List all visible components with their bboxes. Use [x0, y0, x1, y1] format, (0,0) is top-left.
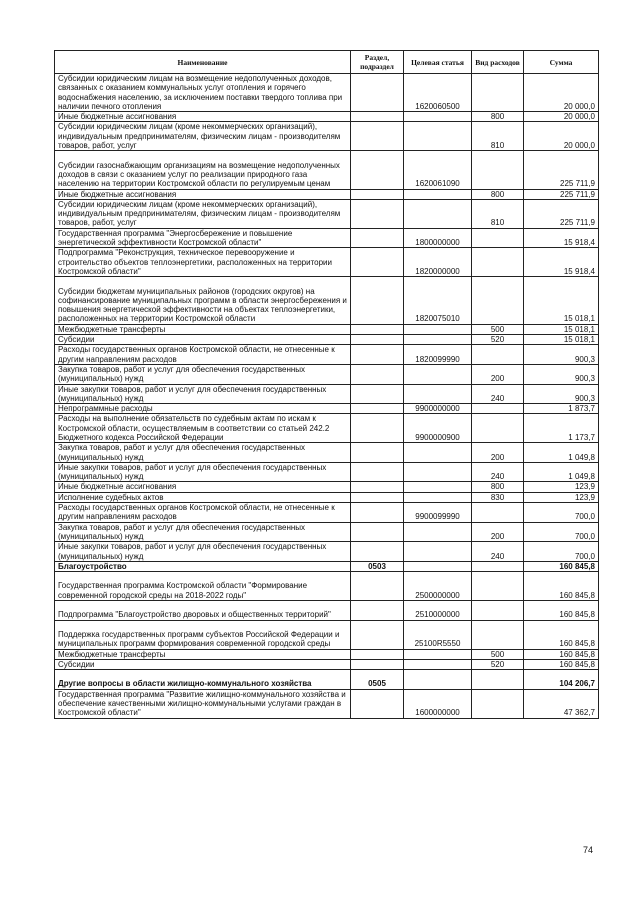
row-sum: 20 000,0: [524, 112, 599, 122]
row-section: [351, 74, 404, 112]
row-kind: 810: [472, 122, 524, 151]
table-row: [55, 335, 599, 345]
row-section: [351, 620, 404, 649]
row-article: 2510000000: [404, 601, 472, 621]
row-name: Межбюджетные трансферты: [55, 324, 351, 334]
budget-table: [54, 50, 599, 719]
row-article: [404, 522, 472, 542]
row-sum: 160 845,8: [524, 601, 599, 621]
row-sum: 104 206,7: [524, 670, 599, 690]
table-row: [55, 74, 599, 112]
row-name: Расходы государственных органов Костромской области, не отнесенные к другим направлениям расходов: [55, 345, 351, 365]
row-section: 0503: [351, 561, 404, 571]
row-article: [404, 670, 472, 690]
row-article: 9900099990: [404, 503, 472, 523]
row-section: [351, 659, 404, 669]
row-article: [404, 335, 472, 345]
row-section: 0505: [351, 670, 404, 690]
row-name: Расходы на выполнение обязательств по судебным актам по искам к Костромской области, осуществляемым в соответствии со статьей 242.2 Бюджетного кодекса Российской Федерации: [55, 414, 351, 443]
row-article: 2500000000: [404, 572, 472, 601]
row-name: Иные бюджетные ассигнования: [55, 112, 351, 122]
row-section: [351, 649, 404, 659]
row-sum: 160 845,8: [524, 561, 599, 571]
row-name: Иные бюджетные ассигнования: [55, 482, 351, 492]
row-kind: [472, 561, 524, 571]
table-row: [55, 522, 599, 542]
row-sum: 1 173,7: [524, 414, 599, 443]
row-section: [351, 122, 404, 151]
table-row: [55, 482, 599, 492]
row-section: [351, 364, 404, 384]
row-kind: 520: [472, 659, 524, 669]
table-row: [55, 572, 599, 601]
table-row: [55, 189, 599, 199]
table-row: [55, 324, 599, 334]
table-row: [55, 462, 599, 482]
table-row: [55, 345, 599, 365]
row-kind: [472, 601, 524, 621]
row-name: Расходы государственных органов Костромской области, не отнесенные к другим направлениям расходов: [55, 503, 351, 523]
row-sum: 700,0: [524, 542, 599, 562]
table-row: [55, 384, 599, 404]
row-section: [351, 345, 404, 365]
row-article: 1820000000: [404, 248, 472, 277]
row-sum: 900,3: [524, 384, 599, 404]
row-article: [404, 122, 472, 151]
row-section: [351, 277, 404, 325]
row-name: Подпрограмма "Реконструкция, техническое перевооружение и строительство объектов теплоэнергетики, расположенных на территории Костромской области": [55, 248, 351, 277]
row-section: [351, 384, 404, 404]
row-sum: 160 845,8: [524, 649, 599, 659]
row-article: [404, 189, 472, 199]
row-article: [404, 561, 472, 571]
row-name: Субсидии юридическим лицам на возмещение недополученных доходов, связанных с оказанием коммунальных услуг отопления и горячего водоснабжения населению, за исключением поставки твердого топлива при наличии печного отопления: [55, 74, 351, 112]
row-name: Субсидии газоснабжающим организациям на возмещение недополученных доходов в связи с оказанием услуг по реализации природного газа населению на территории Костромской области по регулируемым ценам: [55, 151, 351, 189]
row-kind: 830: [472, 492, 524, 502]
row-article: [404, 462, 472, 482]
row-kind: [472, 248, 524, 277]
row-name: Иные закупки товаров, работ и услуг для обеспечения государственных (муниципальных) нужд: [55, 384, 351, 404]
row-kind: [472, 74, 524, 112]
row-sum: 700,0: [524, 522, 599, 542]
row-article: 9900000900: [404, 414, 472, 443]
row-kind: 500: [472, 649, 524, 659]
row-sum: 225 711,9: [524, 189, 599, 199]
row-kind: [472, 503, 524, 523]
header-article: Целевая статья: [404, 51, 472, 74]
row-article: 1800000000: [404, 228, 472, 248]
row-section: [351, 482, 404, 492]
row-name: Субсидии: [55, 335, 351, 345]
row-name: Государственная программа "Развитие жилищно-коммунального хозяйства и обеспечение качественными жилищно-коммунальными услугами граждан в Костромской области": [55, 689, 351, 718]
row-sum: 20 000,0: [524, 122, 599, 151]
row-name: Субсидии: [55, 659, 351, 669]
row-article: [404, 443, 472, 463]
row-section: [351, 689, 404, 718]
row-article: 1620061090: [404, 151, 472, 189]
table-row: [55, 277, 599, 325]
table-row: [55, 248, 599, 277]
table-row: [55, 151, 599, 189]
row-article: [404, 649, 472, 659]
row-section: [351, 542, 404, 562]
row-sum: 47 362,7: [524, 689, 599, 718]
table-row: [55, 561, 599, 571]
row-name: Исполнение судебных актов: [55, 492, 351, 502]
row-article: [404, 482, 472, 492]
row-sum: 225 711,9: [524, 199, 599, 228]
row-name: Субсидии юридическим лицам (кроме некоммерческих организаций), индивидуальным предпринимателям, физическим лицам - производителям товаров, работ, услуг: [55, 199, 351, 228]
row-sum: 123,9: [524, 492, 599, 502]
row-name: Субсидии юридическим лицам (кроме некоммерческих организаций), индивидуальным предпринимателям, физическим лицам - производителям товаров, работ, услуг: [55, 122, 351, 151]
row-section: [351, 462, 404, 482]
row-article: 9900000000: [404, 404, 472, 414]
row-sum: 15 018,1: [524, 324, 599, 334]
row-section: [351, 228, 404, 248]
row-kind: [472, 689, 524, 718]
row-name: Поддержка государственных программ субъектов Российской Федерации и муниципальных программ формирования современной городской среды: [55, 620, 351, 649]
header-section: Раздел, подраздел: [351, 51, 404, 74]
row-kind: 200: [472, 443, 524, 463]
table-row: [55, 601, 599, 621]
row-section: [351, 248, 404, 277]
table-row: [55, 228, 599, 248]
row-article: [404, 324, 472, 334]
row-article: [404, 112, 472, 122]
row-sum: 15 918,4: [524, 248, 599, 277]
row-kind: [472, 404, 524, 414]
row-name: Иные закупки товаров, работ и услуг для обеспечения государственных (муниципальных) нужд: [55, 542, 351, 562]
row-name: Подпрограмма "Благоустройство дворовых и общественных территорий": [55, 601, 351, 621]
header-name: Наименование: [55, 51, 351, 74]
row-section: [351, 112, 404, 122]
row-name: Непрограммные расходы: [55, 404, 351, 414]
row-kind: 800: [472, 189, 524, 199]
table-row: [55, 112, 599, 122]
row-section: [351, 151, 404, 189]
row-sum: 1 049,8: [524, 462, 599, 482]
row-kind: [472, 345, 524, 365]
row-kind: [472, 670, 524, 690]
row-kind: 200: [472, 522, 524, 542]
row-name: Государственная программа Костромской области "Формирование современной городской среды на 2018-2022 годы": [55, 572, 351, 601]
row-sum: 1 049,8: [524, 443, 599, 463]
row-article: [404, 492, 472, 502]
row-sum: 1 873,7: [524, 404, 599, 414]
row-kind: 810: [472, 199, 524, 228]
row-section: [351, 601, 404, 621]
row-section: [351, 522, 404, 542]
table-row: [55, 649, 599, 659]
row-section: [351, 492, 404, 502]
header-kind: Вид расходов: [472, 51, 524, 74]
row-sum: 160 845,8: [524, 659, 599, 669]
table-header-row: [55, 51, 599, 74]
row-sum: 160 845,8: [524, 572, 599, 601]
row-section: [351, 572, 404, 601]
row-article: [404, 659, 472, 669]
row-article: 25100R5550: [404, 620, 472, 649]
table-row: [55, 620, 599, 649]
row-section: [351, 189, 404, 199]
row-sum: 20 000,0: [524, 74, 599, 112]
row-article: [404, 364, 472, 384]
row-section: [351, 324, 404, 334]
row-name: Государственная программа "Энергосбережение и повышение энергетической эффективности Костромской области": [55, 228, 351, 248]
table-row: [55, 492, 599, 502]
row-name: Субсидии бюджетам муниципальных районов (городских округов) на софинансирование муниципальных программ в области энергосбережения и повышения энергетической эффективности на объектах теплоэнергетики, расположенных на территории Костромской области: [55, 277, 351, 325]
row-section: [351, 414, 404, 443]
row-sum: 700,0: [524, 503, 599, 523]
row-name: Закупка товаров, работ и услуг для обеспечения государственных (муниципальных) нужд: [55, 364, 351, 384]
table-row: [55, 414, 599, 443]
row-sum: 900,3: [524, 345, 599, 365]
row-name: Закупка товаров, работ и услуг для обеспечения государственных (муниципальных) нужд: [55, 443, 351, 463]
row-name: Другие вопросы в области жилищно-коммунального хозяйства: [55, 670, 351, 690]
row-kind: [472, 572, 524, 601]
row-article: 1820099990: [404, 345, 472, 365]
row-kind: 520: [472, 335, 524, 345]
table-row: [55, 364, 599, 384]
row-kind: 500: [472, 324, 524, 334]
row-section: [351, 443, 404, 463]
row-kind: [472, 228, 524, 248]
row-article: 1620060500: [404, 74, 472, 112]
row-kind: 800: [472, 482, 524, 492]
row-sum: 15 018,1: [524, 277, 599, 325]
row-kind: [472, 277, 524, 325]
row-name: Благоустройство: [55, 561, 351, 571]
header-sum: Сумма: [524, 51, 599, 74]
table-row: [55, 122, 599, 151]
row-sum: 225 711,9: [524, 151, 599, 189]
row-section: [351, 503, 404, 523]
table-row: [55, 443, 599, 463]
table-row: [55, 659, 599, 669]
row-sum: 15 018,1: [524, 335, 599, 345]
row-kind: 240: [472, 542, 524, 562]
row-article: [404, 384, 472, 404]
row-article: [404, 542, 472, 562]
table-row: [55, 542, 599, 562]
table-row: [55, 503, 599, 523]
row-kind: 200: [472, 364, 524, 384]
row-article: 1600000000: [404, 689, 472, 718]
row-name: Закупка товаров, работ и услуг для обеспечения государственных (муниципальных) нужд: [55, 522, 351, 542]
row-name: Иные бюджетные ассигнования: [55, 189, 351, 199]
row-kind: 800: [472, 112, 524, 122]
row-name: Иные закупки товаров, работ и услуг для обеспечения государственных (муниципальных) нужд: [55, 462, 351, 482]
row-kind: [472, 414, 524, 443]
table-row: [55, 404, 599, 414]
row-section: [351, 335, 404, 345]
table-body: [55, 74, 599, 719]
row-kind: 240: [472, 384, 524, 404]
table-row: [55, 199, 599, 228]
row-sum: 900,3: [524, 364, 599, 384]
row-kind: 240: [472, 462, 524, 482]
row-article: [404, 199, 472, 228]
row-sum: 123,9: [524, 482, 599, 492]
row-sum: 15 918,4: [524, 228, 599, 248]
row-section: [351, 404, 404, 414]
row-kind: [472, 620, 524, 649]
row-name: Межбюджетные трансферты: [55, 649, 351, 659]
table-row: [55, 689, 599, 718]
table-row: [55, 670, 599, 690]
row-article: 1820075010: [404, 277, 472, 325]
page-number: 74: [582, 845, 593, 855]
row-section: [351, 199, 404, 228]
row-sum: 160 845,8: [524, 620, 599, 649]
row-kind: [472, 151, 524, 189]
